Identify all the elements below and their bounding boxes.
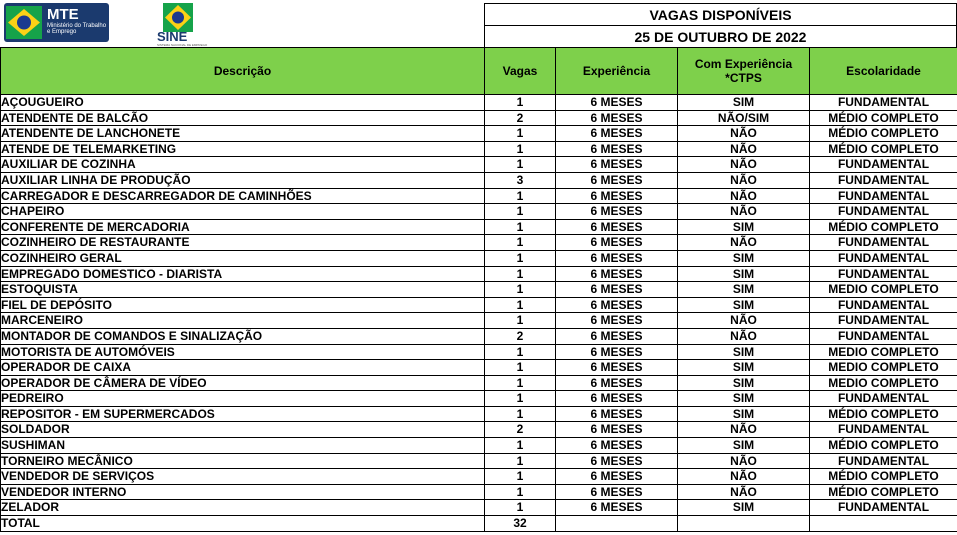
table-row-22 (1, 438, 957, 454)
cell-experiencia: 6 MESES (556, 110, 678, 126)
sine-logo-tagline: SISTEMA NACIONAL DE EMPREGO (157, 43, 208, 47)
table-row-6 (1, 188, 957, 204)
table-row-14 (1, 313, 957, 329)
cell-experiencia: 6 MESES (556, 282, 678, 298)
cell-escolaridade: FUNDAMENTAL (810, 266, 957, 282)
table-row-21 (1, 422, 957, 438)
cell-escolaridade: FUNDAMENTAL (810, 328, 957, 344)
cell-experiencia: 6 MESES (556, 391, 678, 407)
table-row-4 (1, 157, 957, 173)
cell-ctps: NÃO (678, 328, 810, 344)
cell-escolaridade: FUNDAMENTAL (810, 172, 957, 188)
cell-descricao: TORNEIRO MECÂNICO (1, 453, 485, 469)
cell-descricao: MONTADOR DE COMANDOS E SINALIZAÇÃO (1, 328, 485, 344)
cell-descricao: CHAPEIRO (1, 204, 485, 220)
cell-ctps: SIM (678, 391, 810, 407)
page-title: VAGAS DISPONÍVEIS (484, 3, 957, 25)
cell-vagas: 1 (485, 500, 556, 516)
cell-escolaridade: FUNDAMENTAL (810, 188, 957, 204)
table-header-row (1, 48, 957, 95)
cell-descricao: SOLDADOR (1, 422, 485, 438)
cell-descricao: PEDREIRO (1, 391, 485, 407)
cell-descricao: AÇOUGUEIRO (1, 95, 485, 111)
cell-experiencia: 6 MESES (556, 422, 678, 438)
cell-ctps: NÃO (678, 204, 810, 220)
cell-vagas: 1 (485, 297, 556, 313)
cell-experiencia: 6 MESES (556, 500, 678, 516)
cell-escolaridade: FUNDAMENTAL (810, 297, 957, 313)
vacancies-table (0, 47, 957, 532)
cell-descricao: OPERADOR DE CAIXA (1, 360, 485, 376)
total-empty-ctps (678, 516, 810, 532)
cell-experiencia: 6 MESES (556, 406, 678, 422)
column-header-escolaridade: Escolaridade (810, 48, 957, 95)
cell-ctps: NÃO (678, 453, 810, 469)
cell-experiencia: 6 MESES (556, 469, 678, 485)
column-header-ctps (678, 48, 810, 95)
cell-ctps: SIM (678, 360, 810, 376)
cell-experiencia: 6 MESES (556, 95, 678, 111)
table-row-19 (1, 391, 957, 407)
cell-experiencia: 6 MESES (556, 360, 678, 376)
cell-experiencia: 6 MESES (556, 375, 678, 391)
table-row-11 (1, 266, 957, 282)
cell-experiencia: 6 MESES (556, 313, 678, 329)
column-header-experiencia: Experiência (556, 48, 678, 95)
cell-escolaridade: FUNDAMENTAL (810, 95, 957, 111)
logo-area (0, 0, 484, 47)
cell-escolaridade: FUNDAMENTAL (810, 157, 957, 173)
table-row-8 (1, 219, 957, 235)
cell-descricao: EMPREGADO DOMESTICO - DIARISTA (1, 266, 485, 282)
cell-ctps: SIM (678, 375, 810, 391)
cell-descricao: VENDEDOR INTERNO (1, 484, 485, 500)
table-row-23 (1, 453, 957, 469)
cell-escolaridade: MEDIO COMPLETO (810, 360, 957, 376)
cell-experiencia: 6 MESES (556, 126, 678, 142)
cell-experiencia: 6 MESES (556, 219, 678, 235)
cell-ctps: SIM (678, 438, 810, 454)
table-row-1 (1, 110, 957, 126)
cell-experiencia: 6 MESES (556, 453, 678, 469)
cell-escolaridade: FUNDAMENTAL (810, 453, 957, 469)
cell-experiencia: 6 MESES (556, 438, 678, 454)
table-row-12 (1, 282, 957, 298)
table-row-2 (1, 126, 957, 142)
mte-logo-subtitle: Ministério do Trabalho e Emprego (47, 23, 107, 35)
mte-logo (4, 3, 109, 42)
table-row-16 (1, 344, 957, 360)
cell-escolaridade: FUNDAMENTAL (810, 422, 957, 438)
total-empty-escolaridade (810, 516, 957, 532)
cell-experiencia: 6 MESES (556, 484, 678, 500)
table-row-9 (1, 235, 957, 251)
sine-logo (157, 3, 208, 47)
cell-experiencia: 6 MESES (556, 250, 678, 266)
cell-escolaridade: FUNDAMENTAL (810, 235, 957, 251)
table-row-24 (1, 469, 957, 485)
cell-escolaridade: FUNDAMENTAL (810, 313, 957, 329)
cell-descricao: ATENDENTE DE LANCHONETE (1, 126, 485, 142)
cell-vagas: 1 (485, 126, 556, 142)
cell-vagas: 1 (485, 157, 556, 173)
cell-experiencia: 6 MESES (556, 141, 678, 157)
cell-vagas: 1 (485, 95, 556, 111)
table-row-15 (1, 328, 957, 344)
cell-vagas: 1 (485, 188, 556, 204)
cell-ctps: NÃO (678, 157, 810, 173)
cell-escolaridade: MEDIO COMPLETO (810, 282, 957, 298)
cell-vagas: 1 (485, 344, 556, 360)
cell-experiencia: 6 MESES (556, 172, 678, 188)
cell-vagas: 1 (485, 313, 556, 329)
cell-vagas: 1 (485, 453, 556, 469)
cell-descricao: COZINHEIRO GERAL (1, 250, 485, 266)
cell-escolaridade: MÉDIO COMPLETO (810, 126, 957, 142)
column-header-ctps-line1: Com Experiência (694, 57, 793, 71)
cell-escolaridade: MÉDIO COMPLETO (810, 141, 957, 157)
cell-vagas: 2 (485, 422, 556, 438)
cell-descricao: CONFERENTE DE MERCADORIA (1, 219, 485, 235)
cell-descricao: CARREGADOR E DESCARREGADOR DE CAMINHÕES (1, 188, 485, 204)
cell-escolaridade: MÉDIO COMPLETO (810, 438, 957, 454)
cell-escolaridade: MEDIO COMPLETO (810, 344, 957, 360)
brazil-flag-icon (163, 3, 193, 32)
cell-ctps: NÃO (678, 469, 810, 485)
page-date: 25 DE OUTUBRO DE 2022 (484, 25, 957, 47)
cell-escolaridade: FUNDAMENTAL (810, 391, 957, 407)
cell-descricao: MOTORISTA DE AUTOMÓVEIS (1, 344, 485, 360)
cell-ctps: SIM (678, 282, 810, 298)
table-row-3 (1, 141, 957, 157)
cell-vagas: 1 (485, 438, 556, 454)
cell-escolaridade: FUNDAMENTAL (810, 250, 957, 266)
cell-vagas: 1 (485, 406, 556, 422)
cell-vagas: 1 (485, 484, 556, 500)
cell-descricao: SUSHIMAN (1, 438, 485, 454)
cell-escolaridade: MEDIO COMPLETO (810, 375, 957, 391)
cell-ctps: NÃO (678, 188, 810, 204)
cell-ctps: NÃO (678, 126, 810, 142)
cell-escolaridade: MÉDIO COMPLETO (810, 484, 957, 500)
table-row-7 (1, 204, 957, 220)
cell-descricao: ATENDENTE DE BALCÃO (1, 110, 485, 126)
cell-vagas: 1 (485, 360, 556, 376)
cell-ctps: SIM (678, 344, 810, 360)
cell-vagas: 1 (485, 250, 556, 266)
cell-ctps: NÃO (678, 235, 810, 251)
cell-experiencia: 6 MESES (556, 328, 678, 344)
cell-vagas: 1 (485, 219, 556, 235)
brazil-flag-icon (6, 6, 42, 39)
table-row-18 (1, 375, 957, 391)
cell-ctps: NÃO/SIM (678, 110, 810, 126)
table-row-0 (1, 95, 957, 111)
cell-descricao: REPOSITOR - EM SUPERMERCADOS (1, 406, 485, 422)
table-row-17 (1, 360, 957, 376)
cell-vagas: 1 (485, 375, 556, 391)
total-empty-experiencia (556, 516, 678, 532)
table-row-13 (1, 297, 957, 313)
cell-escolaridade: MÉDIO COMPLETO (810, 219, 957, 235)
cell-vagas: 1 (485, 266, 556, 282)
cell-descricao: OPERADOR DE CÂMERA DE VÍDEO (1, 375, 485, 391)
cell-ctps: NÃO (678, 484, 810, 500)
cell-vagas: 1 (485, 204, 556, 220)
column-header-ctps-line2: *CTPS (725, 71, 762, 85)
cell-experiencia: 6 MESES (556, 235, 678, 251)
cell-descricao: ESTOQUISTA (1, 282, 485, 298)
cell-escolaridade: MÉDIO COMPLETO (810, 406, 957, 422)
cell-experiencia: 6 MESES (556, 188, 678, 204)
table-row-10 (1, 250, 957, 266)
cell-descricao: ZELADOR (1, 500, 485, 516)
cell-vagas: 2 (485, 110, 556, 126)
cell-experiencia: 6 MESES (556, 204, 678, 220)
cell-ctps: SIM (678, 406, 810, 422)
cell-escolaridade: FUNDAMENTAL (810, 204, 957, 220)
cell-ctps: NÃO (678, 313, 810, 329)
cell-descricao: VENDEDOR DE SERVIÇOS (1, 469, 485, 485)
cell-escolaridade: MÉDIO COMPLETO (810, 110, 957, 126)
table-row-5 (1, 172, 957, 188)
cell-vagas: 1 (485, 469, 556, 485)
cell-vagas: 1 (485, 282, 556, 298)
cell-descricao: MARCENEIRO (1, 313, 485, 329)
cell-vagas: 1 (485, 141, 556, 157)
cell-ctps: SIM (678, 266, 810, 282)
cell-ctps: SIM (678, 500, 810, 516)
cell-vagas: 1 (485, 391, 556, 407)
sine-logo-title: SINE (157, 29, 188, 44)
cell-descricao: ATENDE DE TELEMARKETING (1, 141, 485, 157)
cell-escolaridade: FUNDAMENTAL (810, 500, 957, 516)
cell-descricao: AUXILIAR DE COZINHA (1, 157, 485, 173)
table-body (1, 95, 957, 532)
mte-logo-title: MTE (47, 6, 79, 23)
cell-ctps: NÃO (678, 172, 810, 188)
cell-ctps: SIM (678, 95, 810, 111)
cell-ctps: SIM (678, 219, 810, 235)
cell-experiencia: 6 MESES (556, 266, 678, 282)
cell-vagas: 3 (485, 172, 556, 188)
cell-ctps: NÃO (678, 422, 810, 438)
column-header-vagas: Vagas (485, 48, 556, 95)
column-header-descricao: Descrição (1, 48, 485, 95)
total-row (1, 516, 957, 532)
total-vagas: 32 (485, 516, 556, 532)
cell-ctps: NÃO (678, 141, 810, 157)
cell-vagas: 1 (485, 235, 556, 251)
table-row-26 (1, 500, 957, 516)
cell-ctps: SIM (678, 250, 810, 266)
cell-experiencia: 6 MESES (556, 297, 678, 313)
cell-descricao: COZINHEIRO DE RESTAURANTE (1, 235, 485, 251)
cell-ctps: SIM (678, 297, 810, 313)
cell-vagas: 2 (485, 328, 556, 344)
table-row-25 (1, 484, 957, 500)
table-row-20 (1, 406, 957, 422)
cell-descricao: AUXILIAR LINHA DE PRODUÇÃO (1, 172, 485, 188)
cell-experiencia: 6 MESES (556, 157, 678, 173)
cell-descricao: FIEL DE DEPÓSITO (1, 297, 485, 313)
cell-experiencia: 6 MESES (556, 344, 678, 360)
cell-escolaridade: MÉDIO COMPLETO (810, 469, 957, 485)
total-label: TOTAL (1, 516, 485, 532)
